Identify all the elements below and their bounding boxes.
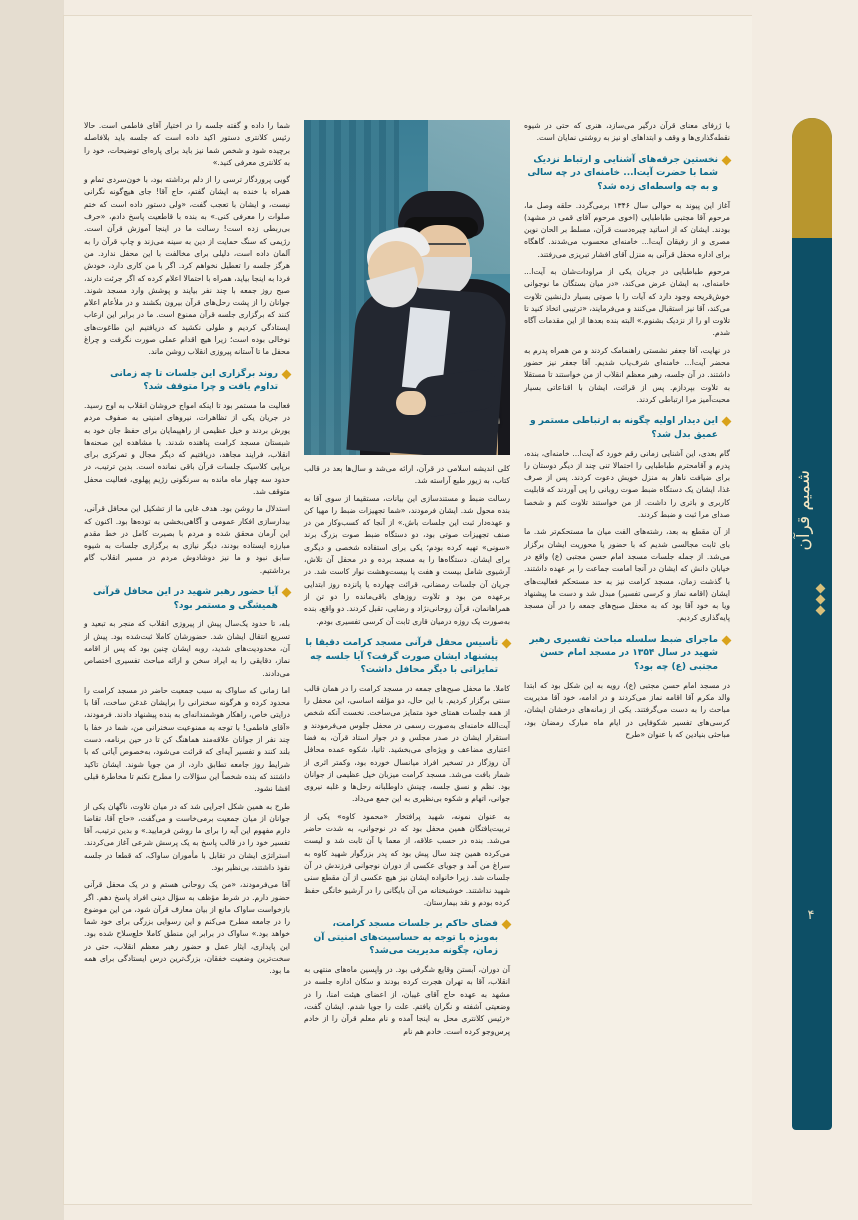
paragraph: بله، تا حدود یک‌سال پیش از پیروزی انقلاب که منجر به تبعید و تسریع انتقال ایشان شد. حضورشان کاملا ثبت‌شده بود. پیش از آن، محدودیت‌های شدید، روبه ایشان چنین بود که پس از اقامه نماز، دقایقی را به ایراد سخن و ارائه مباحث تفسیری اختصاص می‌دادند. <box>84 619 290 678</box>
paragraph: کاملا. ما محفل صبح‌های جمعه در مسجد کرامت را در همان قالب سنتی برگزار کردیم. با این حال، دو مؤلفه اساسی، این محفل را از همه جلسات همتای خود متمایز می‌ساخت. نخست آنکه شخص آیت‌الله خامنه‌ای به‌صورت رسمی در محفل جلوس می‌فرمودند و استقرار ایشان در صدر مجلس و در جوار استاد قرآن، به فضا اعتباری مضاعف و ویژه‌ای می‌بخشید. ثانیا، شکوه عمده محافل آن روزگار در تسخیر افراد میانسال خورده بود، وکمتر اثری از شمار بافت می‌شد. مسجد کرامت میزبان خیل عظیمی از جوانان بود. نظم و نسق جلسه، چینش داوطلبانه رحل‌ها و غلبه نیروی جوانی، اتهام و شکوه بی‌نظیری به این جمع می‌داد. <box>304 683 510 804</box>
paragraph: آقا می‌فرمودند، «من یک روحانی هستم و در یک محفل قرآنی حضور دارم. در شرط مؤظف به سؤال دینی افراد پاسخ دهم. اگر بازخواست ساواک مانع از بیان معارف قرآن شود، من این موضوع را در جامعه مطرح می‌کنم و این رسوایی بزرگی برای خود شما خواهد بود.» ساواک در برابر این منطق کاملا خلع‌سلاح شده بود. این پایداری، ایثار عمل و حضور رهبر معظم انقلاب، حتی در سخت‌ترین وضعیت خفقان، بزرگ‌ترین درس ایستادگی برای همه ما بود. <box>84 880 290 976</box>
heading-text: تأسیس محفل قرآنی مسجد کرامت دقیقا با پیشنهاد ایشان صورت گرفت؟ آیا جلسه چه تمایزاتی با دیگر محافل داشت؟ <box>305 637 498 676</box>
diamond-bullet-icon <box>722 635 732 645</box>
diamond-bullet-icon <box>502 920 512 930</box>
page-number: ۴ <box>807 908 815 923</box>
paragraph: به عنوان نمونه، شهید پرافتخار «محمود کاوه» یکی از تربیت‌یافتگان همین محفل بود که در نوجوانی، به شدت حاضر می‌شد. بنده در حسب علاقه، از معما یا آن ثابت شد و لیست می‌کرده همین چند سال پیش بود که پدر بزرگوار شهید کاوه به سراغ من آمد و جویای عکسی از دوران نوجوانی فرزندش در آن جلسات شد. زیرا خانواده ایشان نیز هیچ عکسی از آن مقطع سنی شهید نداشتند. خوشبختانه من آن بایگانی را در آرشیو خانگی حفظ کرده بودم و نقد بیمارستان. <box>304 811 510 907</box>
paragraph: از آن مقطع به بعد، رشته‌های الفت میان ما مستحکم‌تر شد. ما بای ثابت مجالسی شدیم که با حضور یا محوریت ایشان برگزار می‌شد. از جمله جلسات مسجد امام حسن مجتبی (ع) واقع در خیابان دانش که ایشان در آنجا امامت جماعت را بر عهده داشتند. با گذشت زمان، مسجد کرامت نیز به حد مستحکم فعالیت‌های ایشان (اقامه نماز و کرسی تفسیر) مبدل شد و دست ما پیشنهاد ویا به خود آقا بود که به محفل صبح‌های جمعه را در آن مسجد پایه‌گذاری کردیم. <box>524 527 730 623</box>
diamond-bullet-icon <box>722 155 732 165</box>
heading-text: روند برگزاری این جلسات تا چه زمانی تداوم یافت و چرا متوقف شد؟ <box>110 368 278 393</box>
paragraph: استدلال ما روشن بود. هدف غایی ما از تشکیل این محافل قرآنی، بیدارسازی افکار عمومی و آگاهی‌بخشی به توده‌ها بود. اکنون که این آرمان محقق شده و مردم با بصیرت کامل در خط مقدم مبارزه ایستاده بودند، دیگر نیازی به برگزاری جلسات به شیوه سابق نبود و ما نیز دوشادوش مردم در مسیر انقلاب گام برداشتیم. <box>84 504 290 575</box>
question-heading <box>304 918 510 959</box>
question-heading <box>524 415 730 442</box>
column-middle <box>304 120 510 1188</box>
column-left <box>524 120 730 1188</box>
meeting-photograph <box>304 120 510 455</box>
diamond-bullet-icon <box>282 588 292 598</box>
question-heading <box>524 634 730 675</box>
paragraph: گویی پروردگار ترسی را از دلم برداشته بود، با خون‌سردی تمام و همراه با خنده به ایشان گفتم، حاج آقا! جای هیچ‌گونه نگرانی نیست، و ایشان با تعجب گفت، «ولی دستور داده است که ختم صلوات را معرفی کنی.» به بنده با قاطعیت پاسخ دادم، «حرف بی‌ربطی زده است! رسالت ما در اینجا آموزش قرآن است. رژیمی که سنگ حمایت از دین به سینه می‌زند و چاپ قرآن را به آلمان داده است، دلیلی برای مخالفت با این محفل ندارد. من هرگز جلسه را تعطیل نخواهم کرد. اگر با من کاری دارد، خودش فردا به اینجا بیاید، همراه با احتمالا اعلام کرده که اگر جرئت دارند، صبح روز جمعه با چند نفر بیایند و پوشش وارد مسجد شوند. جوانان را از پشت رحل‌های قرآن بیرون بکشند و در ملأعام اعلام کنند که برگزاری جلسه قرآن ممنوع است. ما در برابر این ارعاب ایستادگی کردیم و طولی نکشید که دریافتیم این طاغوت‌های نوخالی بوده است؛ زیرا هیچ اقدام عملی صورت نگرفت و چراغ محفل ما تا آستانه پیروزی انقلاب روشن ماند. <box>84 175 290 357</box>
paragraph: مرحوم طباطبایی در جریان یکی از مراودات‌شان به آیت‌ا... خامنه‌ای، به ایشان عرض می‌کند، «در میان بستگان ما نوجوانی خوش‌قریحه وجود دارد که آیات را با صوتی بسیار دل‌نشین تلاوت می‌کند، آقا نیز استقبال می‌کنند و می‌فرمایند، «ترتیبی اتخاذ کنید تا تلاوت او را از نزدیک بشنوم.» البته بنده بعدها از این مقدمات آگاه شدم. <box>524 267 730 338</box>
diamond-bullet-icon <box>282 369 292 379</box>
paragraph: رسالت ضبط و مستندسازی این بیانات، مستقیما از سوی آقا به بنده محول شد. ایشان فرمودند، «شما تجهیزات ضبط را مهیا کن و عهده‌دار ثبت این جلسات باش.» از آنجا که کسب‌وکار من در صنف تجهیزات صوتی بود، دو دستگاه ضبط صوت بزرگ برند «سونی» تهیه کرده بودم؛ یکی برای استفاده شخصی و دیگری برای ایشان. دستگاه‌ها را به مسجد برده و در محفل آن تلاش، آرشیوی شامل بیست و هفت یا بیست‌وهشت نوار کاست شد. در جریان آن جلسات رمضانی، قرائت چهارده یا پانزده روز ابتدایی برعهده من بود و تلاوت روزهای باقی‌مانده را دو تن از همراهانمان، قرآن روحانی‌نژاد و رضایی، تقبل کردند. دو واقع، بنده به‌صورت یک روزه درمیان قاری ثابت آن کرسی تفسیری بودم. <box>304 493 510 626</box>
question-heading <box>304 637 510 678</box>
section-title: شمیم قرآن <box>794 470 814 551</box>
spine-bar <box>792 118 832 1130</box>
page-spine <box>752 0 858 1220</box>
paragraph: گام بعدی، این آشنایی زمانی رقم خورد که آیت‌ا... خامنه‌ای، بنده، پدرم و آقامحترم طباطبایی را احتمالا تنی چند از دیگر دوستان را برای ضیافت ناهار به منزل خویش دعوت کردند. پس از صرف غذا، ایشان یک دستگاه ضبط صوت روبانی را پی آوردند که قابلیت کاربری و باتری را داشت. از من خواستند تلاوت کنم و شخصا صدای مرا ثبت و ضبط کردند. <box>524 448 730 520</box>
heading-text: ماجرای ضبط سلسله مباحث تفسیری رهبر شهید در سال ۱۳۵۴ در مسجد امام حسن مجتبی (ع) چه بود؟ <box>529 634 718 672</box>
heading-text: نخستین جرقه‌های آشنایی و ارتباط نزدیک شما با حضرت آیت‌ا... خامنه‌ای در چه سالی و به چه واسطه‌ای زده شد؟ <box>527 154 718 192</box>
diamond-bullet-icon <box>722 417 732 427</box>
heading-text: آیا حضور رهبر شهید در این محافل قرآنی همیشگی و مستمر بود؟ <box>92 587 278 611</box>
left-margin-band <box>0 0 64 1220</box>
spine-bar-accent <box>792 118 832 238</box>
paragraph: اما زمانی که ساواک به سبب جمعیت حاضر در مسجد کرامت را محدود کرده و هرگونه سخنرانی را برایشان غدغن ساخت، آقا با درایتی خاص، راهکار هوشمندانه‌ای به بنده پیشنهاد دادند. فرمودند، «آقای فاطمی! با توجه به ممنوعیت سخنرانی من، شما در خفا با چند نفر از جوانان علاقه‌مند هماهنگ کن تا در حین برنامه، دست بلند کنند و تفسیر آیه‌ای که قرائت می‌شود، به‌خصوص آیاتی که با شرایط روز جامعه تطابق دارد، از من جویا شوند. ایشان تاکید داشتند که بنده شخصاً این سؤالات را مطرح نکنم تا مخاطرهٔ قبلی افشا نشود. <box>84 685 290 794</box>
diamond-bullet-icon <box>502 638 512 648</box>
paragraph: شما را داده و گفته جلسه را در اختیار آقای فاطمی است. حالا رئیس کلانتری دستور اکید داده است که جلسه باید بلافاصله برچیده شود و شخص شما نیز باید برای پاره‌ای توضیحات، خود را به کلانتری معرفی کنید.» <box>84 121 290 167</box>
paragraph: آغاز این پیوند به حوالی سال ۱۳۴۶ برمی‌گردد. حلقه وصل ما، مرحوم آقا مجتبی طباطبایی (اخوی مرحوم آقای قمی در مشهد) بودند. ایشان که از اساتید چیره‌دست قرآن، مسلط بر الحان نوین مصری و از رفیقان آیت‌ا... خامنه‌ای محسوب می‌شدند. گاهگاه برای اداره محفل قرآنی به منزل آقای افشار تبریزی می‌رفتند. <box>524 200 730 259</box>
article-body <box>84 120 732 1188</box>
paragraph: کلی اندیشه اسلامی در قرآن، ارائه می‌شد و سال‌ها بعد در قالب کتاب، به زیور طبع آراسته شد. <box>304 464 510 486</box>
paragraph: طرح به همین شکل اجرایی شد که در میان تلاوت، ناگهان یکی از جوانان از میان جمعیت برمی‌خاست و می‌گفت، «حاج آقا، تقاضا دارم مفهوم این آیه را برای ما روشن فرمایید.» و بدین ترتیب، آقا تفسیر خود را در قالب پاسخ به یک پرسش شرعی آغاز می‌کردند. استراتژی ایشان در تقابل با مأموران ساواک، که قطعا در جلسه نفوذ داشتند، بی‌نظیر بود. <box>84 801 290 872</box>
heading-text: فضای حاکم بر جلسات مسجد کرامت، به‌ویژه با توجه به حساسیت‌های امنیتی آن زمان، چگونه مدیریت می‌شد؟ <box>313 919 498 957</box>
spine-ornament-icon <box>817 585 824 614</box>
column-right <box>84 120 290 1188</box>
figure-bowing-man <box>352 223 502 455</box>
question-heading <box>524 154 730 195</box>
paragraph: با ژرفای معنای قرآن درگیر می‌سازد، هنری که حتی در شیوه نقطه‌گذاری‌ها و وقف و ابتداهای او نیز به روشنی نمایان است. <box>524 121 730 143</box>
paragraph: در مسجد امام حسن مجتبی (ع)، رویه به این شکل بود که ابتدا والد مکرم آقا اقامه نماز می‌کردند و در ادامه، خود آقا مدیریت مباحث را به دست می‌گرفتند. یکی از زمانه‌های درخشان ایشان، کرسی‌های تفسیر شکوفایی در ایام ماه مبارک رمضان بود، مباحثی بنیادین که با عنوان «طرح <box>524 680 730 739</box>
paragraph: آن دوران، آبستن وقایع شگرفی بود. در واپسین ماه‌های منتهی به انقلاب، آقا به تهران هجرت کرده بودند و سکان اداره جلسه در مشهد به عهده حاج آقای غیبان، از اعضای هیئت امنا، را در وضعیتی آشفته و نگران یافتم. علت را جویا شدم. ایشان گفت، «رئیس کلانتری محل به اینجا آمده و نام معلم قرآن را از خادم پرس‌وجو کرده است. خادم هم نام <box>304 965 510 1036</box>
heading-text: این دیدار اولیه چگونه به ارتباطی مستمر و عمیق بدل شد؟ <box>529 416 718 440</box>
paragraph: در نهایت، آقا جعفر نشستی راهنمامک کردند و من همراه پدرم به محضر آیت‌ا... خامنه‌ای شرف‌یاب شدیم. آقا جعفر نیز حضور داشتند. در آن جلسه، رهبر معظم انقلاب از من خواستند تا مستقلا به تلاوت بپردازم. پس از قرائت، ایشان با اقناعاتی بسیار محبت‌آمیز مرا ارتباطی کردند. <box>524 345 730 404</box>
question-heading <box>84 586 290 613</box>
paragraph: فعالیت ما مستمر بود تا اینکه امواج خروشان انقلاب به اوج رسید. در جریان یکی از تظاهرات، نیروهای امنیتی به صفوف مردم یورش بردند و خیل عظیمی از راهپیمایان برای حفظ جان خود به شبستان مسجد کرامت پناهنده شدند. با مشاهده این صحنه‌ها انقلاب، فرایند مجاهد، دریافتیم که دیگر مجال و تمرکزی برای برپایی کلاسیک جلسات قرآن باقی نمانده است. بدین ترتیب، در حدود سه چهار ماه مانده به سرنگونی رژیم پهلوی، فعالیت محفل متوقف شد. <box>84 400 290 496</box>
question-heading <box>84 368 290 395</box>
